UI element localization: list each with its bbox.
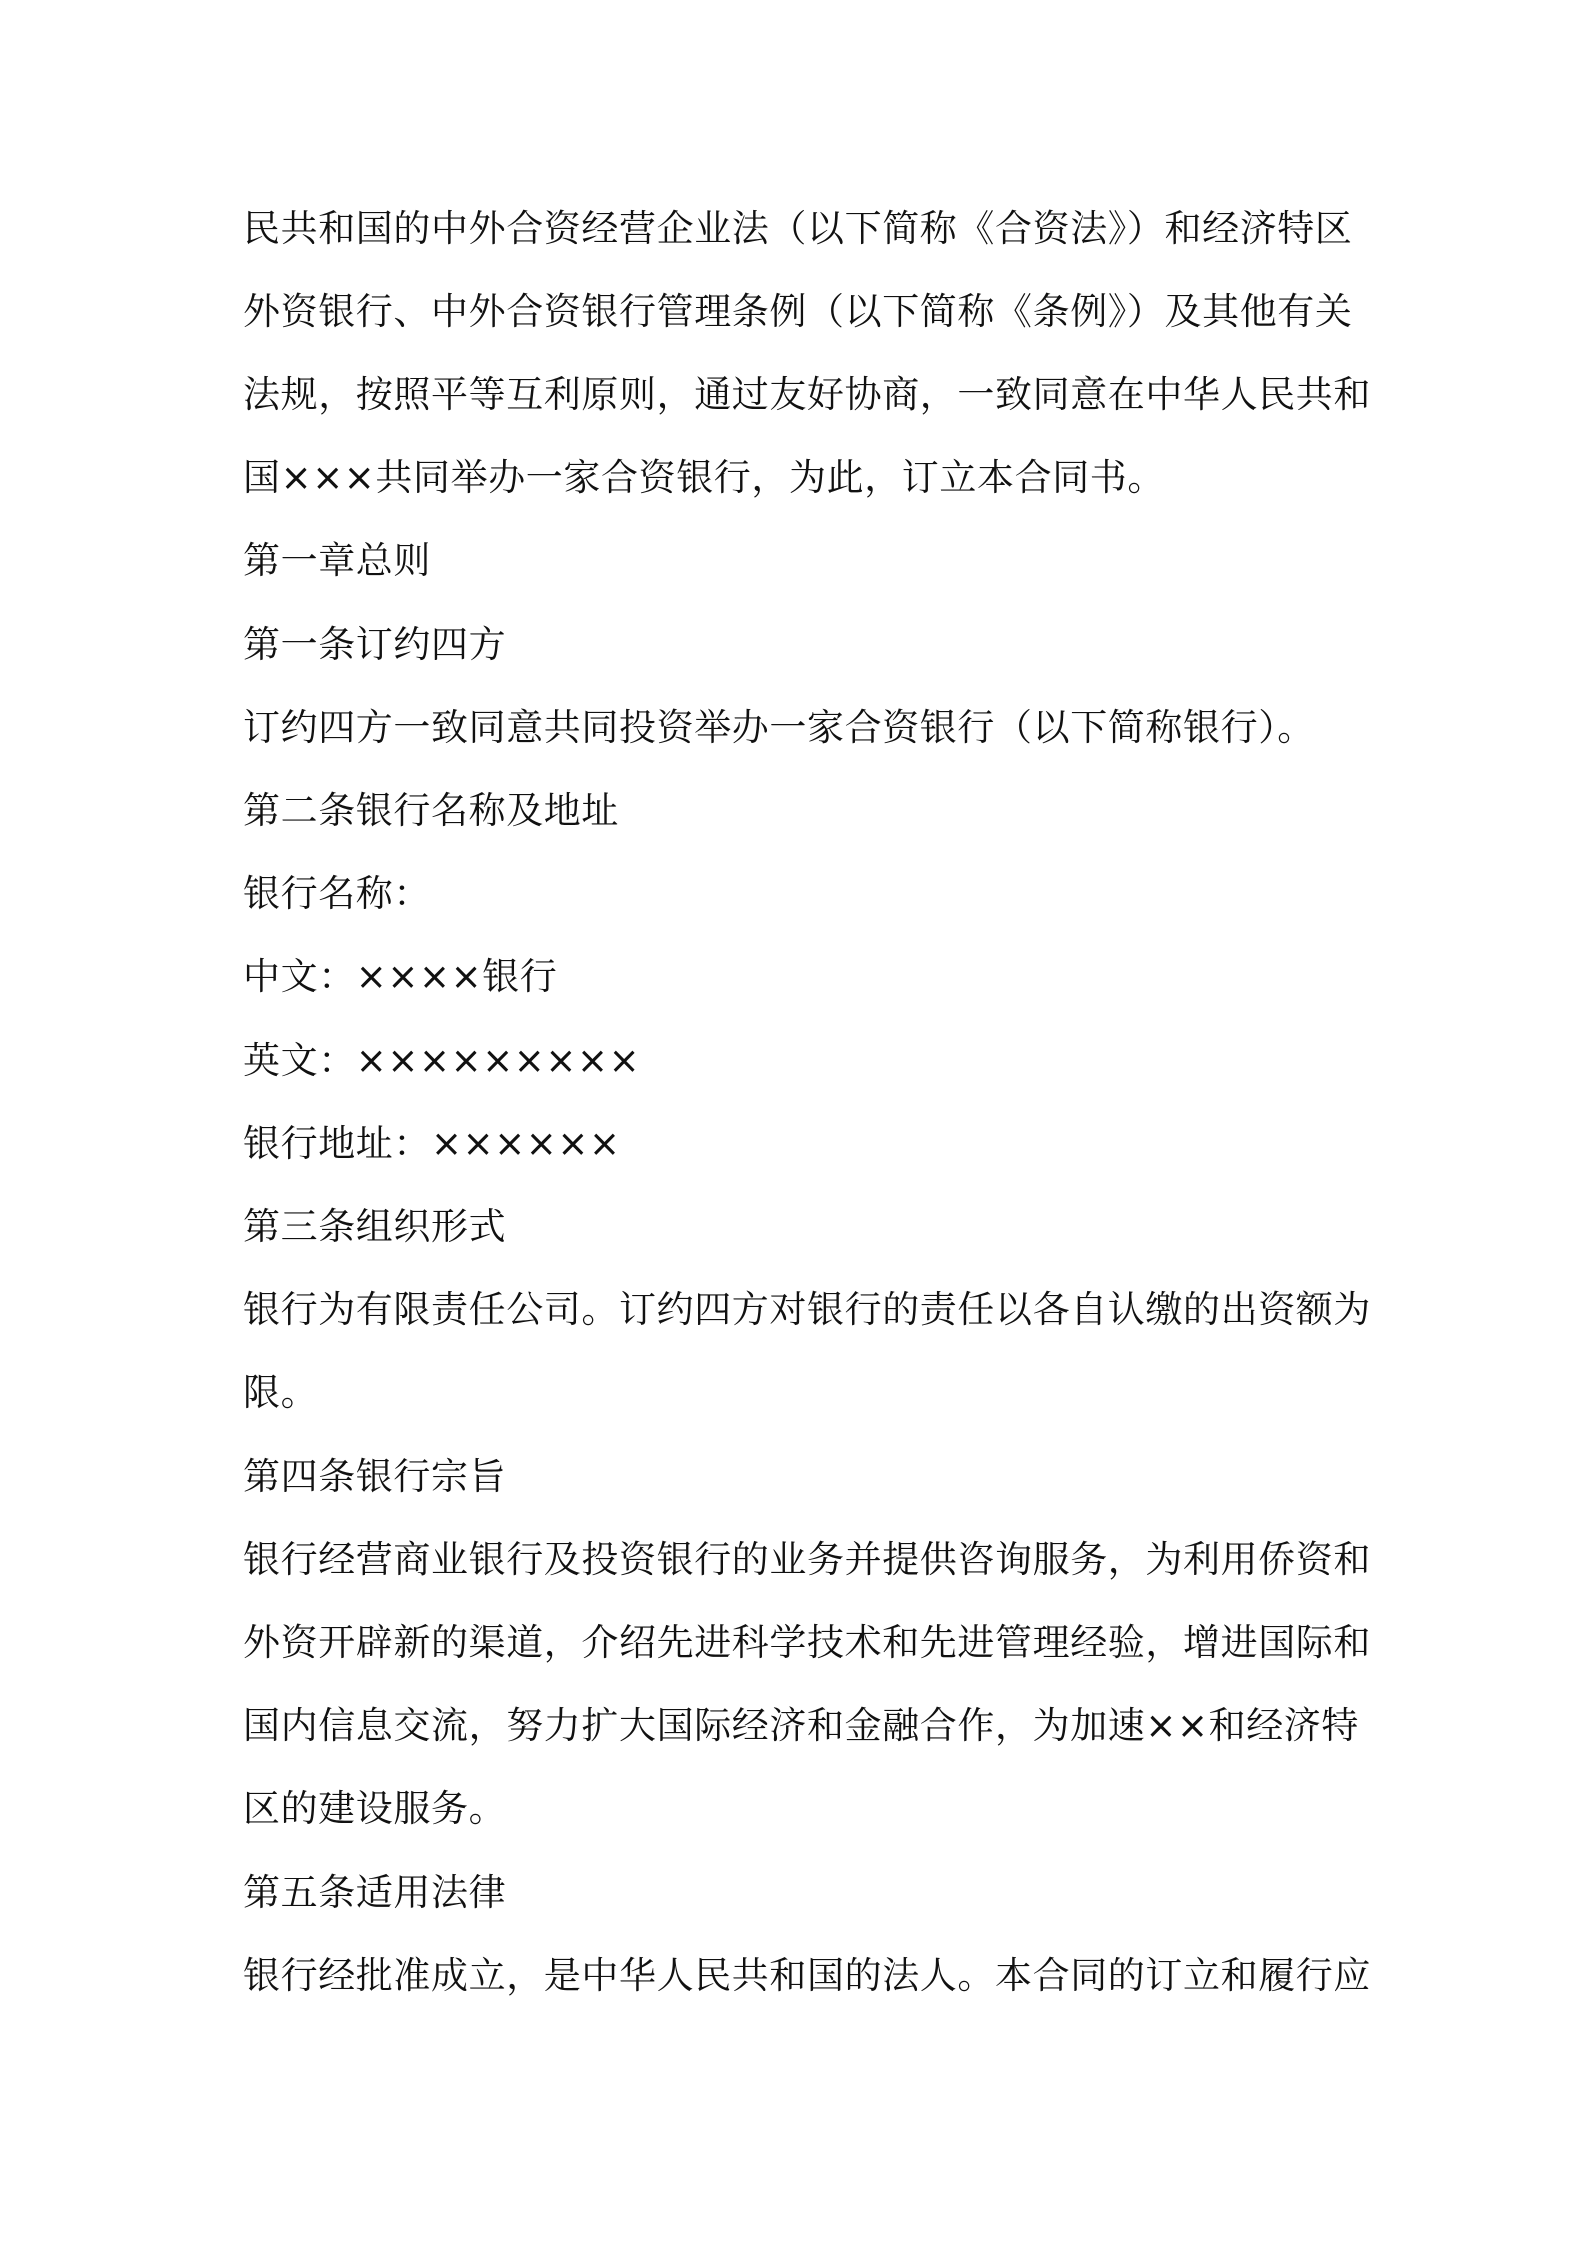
body-text-line: 国内信息交流，努力扩大国际经济和金融合作，为加速××和经济特	[243, 1704, 1360, 1747]
body-text-line: 银行地址：××××××	[243, 1122, 621, 1165]
body-text-line: 英文：×××××××××	[243, 1039, 641, 1082]
body-text-line: 外资银行、中外合资银行管理条例（以下简称《条例》）及其他有关	[243, 290, 1353, 333]
body-text-line: 银行为有限责任公司。订约四方对银行的责任以各自认缴的出资额为	[243, 1288, 1371, 1331]
article-heading: 第一条订约四方	[243, 623, 507, 666]
body-text-line: 民共和国的中外合资经营企业法（以下简称《合资法》）和经济特区	[243, 207, 1353, 250]
body-text-line: 中文：××××银行	[243, 955, 558, 998]
article-heading: 第四条银行宗旨	[243, 1455, 507, 1498]
article-heading: 第二条银行名称及地址	[243, 789, 619, 832]
body-text-line: 银行经营商业银行及投资银行的业务并提供咨询服务，为利用侨资和	[243, 1538, 1371, 1581]
body-text-line: 法规，按照平等互利原则，通过友好协商，一致同意在中华人民共和	[243, 373, 1371, 416]
chapter-heading: 第一章总则	[243, 539, 431, 582]
article-heading: 第三条组织形式	[243, 1205, 507, 1248]
body-text-line: 订约四方一致同意共同投资举办一家合资银行（以下简称银行）。	[243, 706, 1315, 749]
body-text-line: 国×××共同举办一家合资银行，为此，订立本合同书。	[243, 456, 1166, 499]
body-text-line: 区的建设服务。	[243, 1787, 507, 1830]
body-text-line: 银行名称：	[243, 872, 431, 915]
body-text-line: 限。	[243, 1371, 319, 1414]
body-text-line: 银行经批准成立，是中华人民共和国的法人。本合同的订立和履行应	[243, 1954, 1371, 1997]
article-heading: 第五条适用法律	[243, 1871, 507, 1914]
body-text-line: 外资开辟新的渠道，介绍先进科学技术和先进管理经验，增进国际和	[243, 1621, 1371, 1664]
